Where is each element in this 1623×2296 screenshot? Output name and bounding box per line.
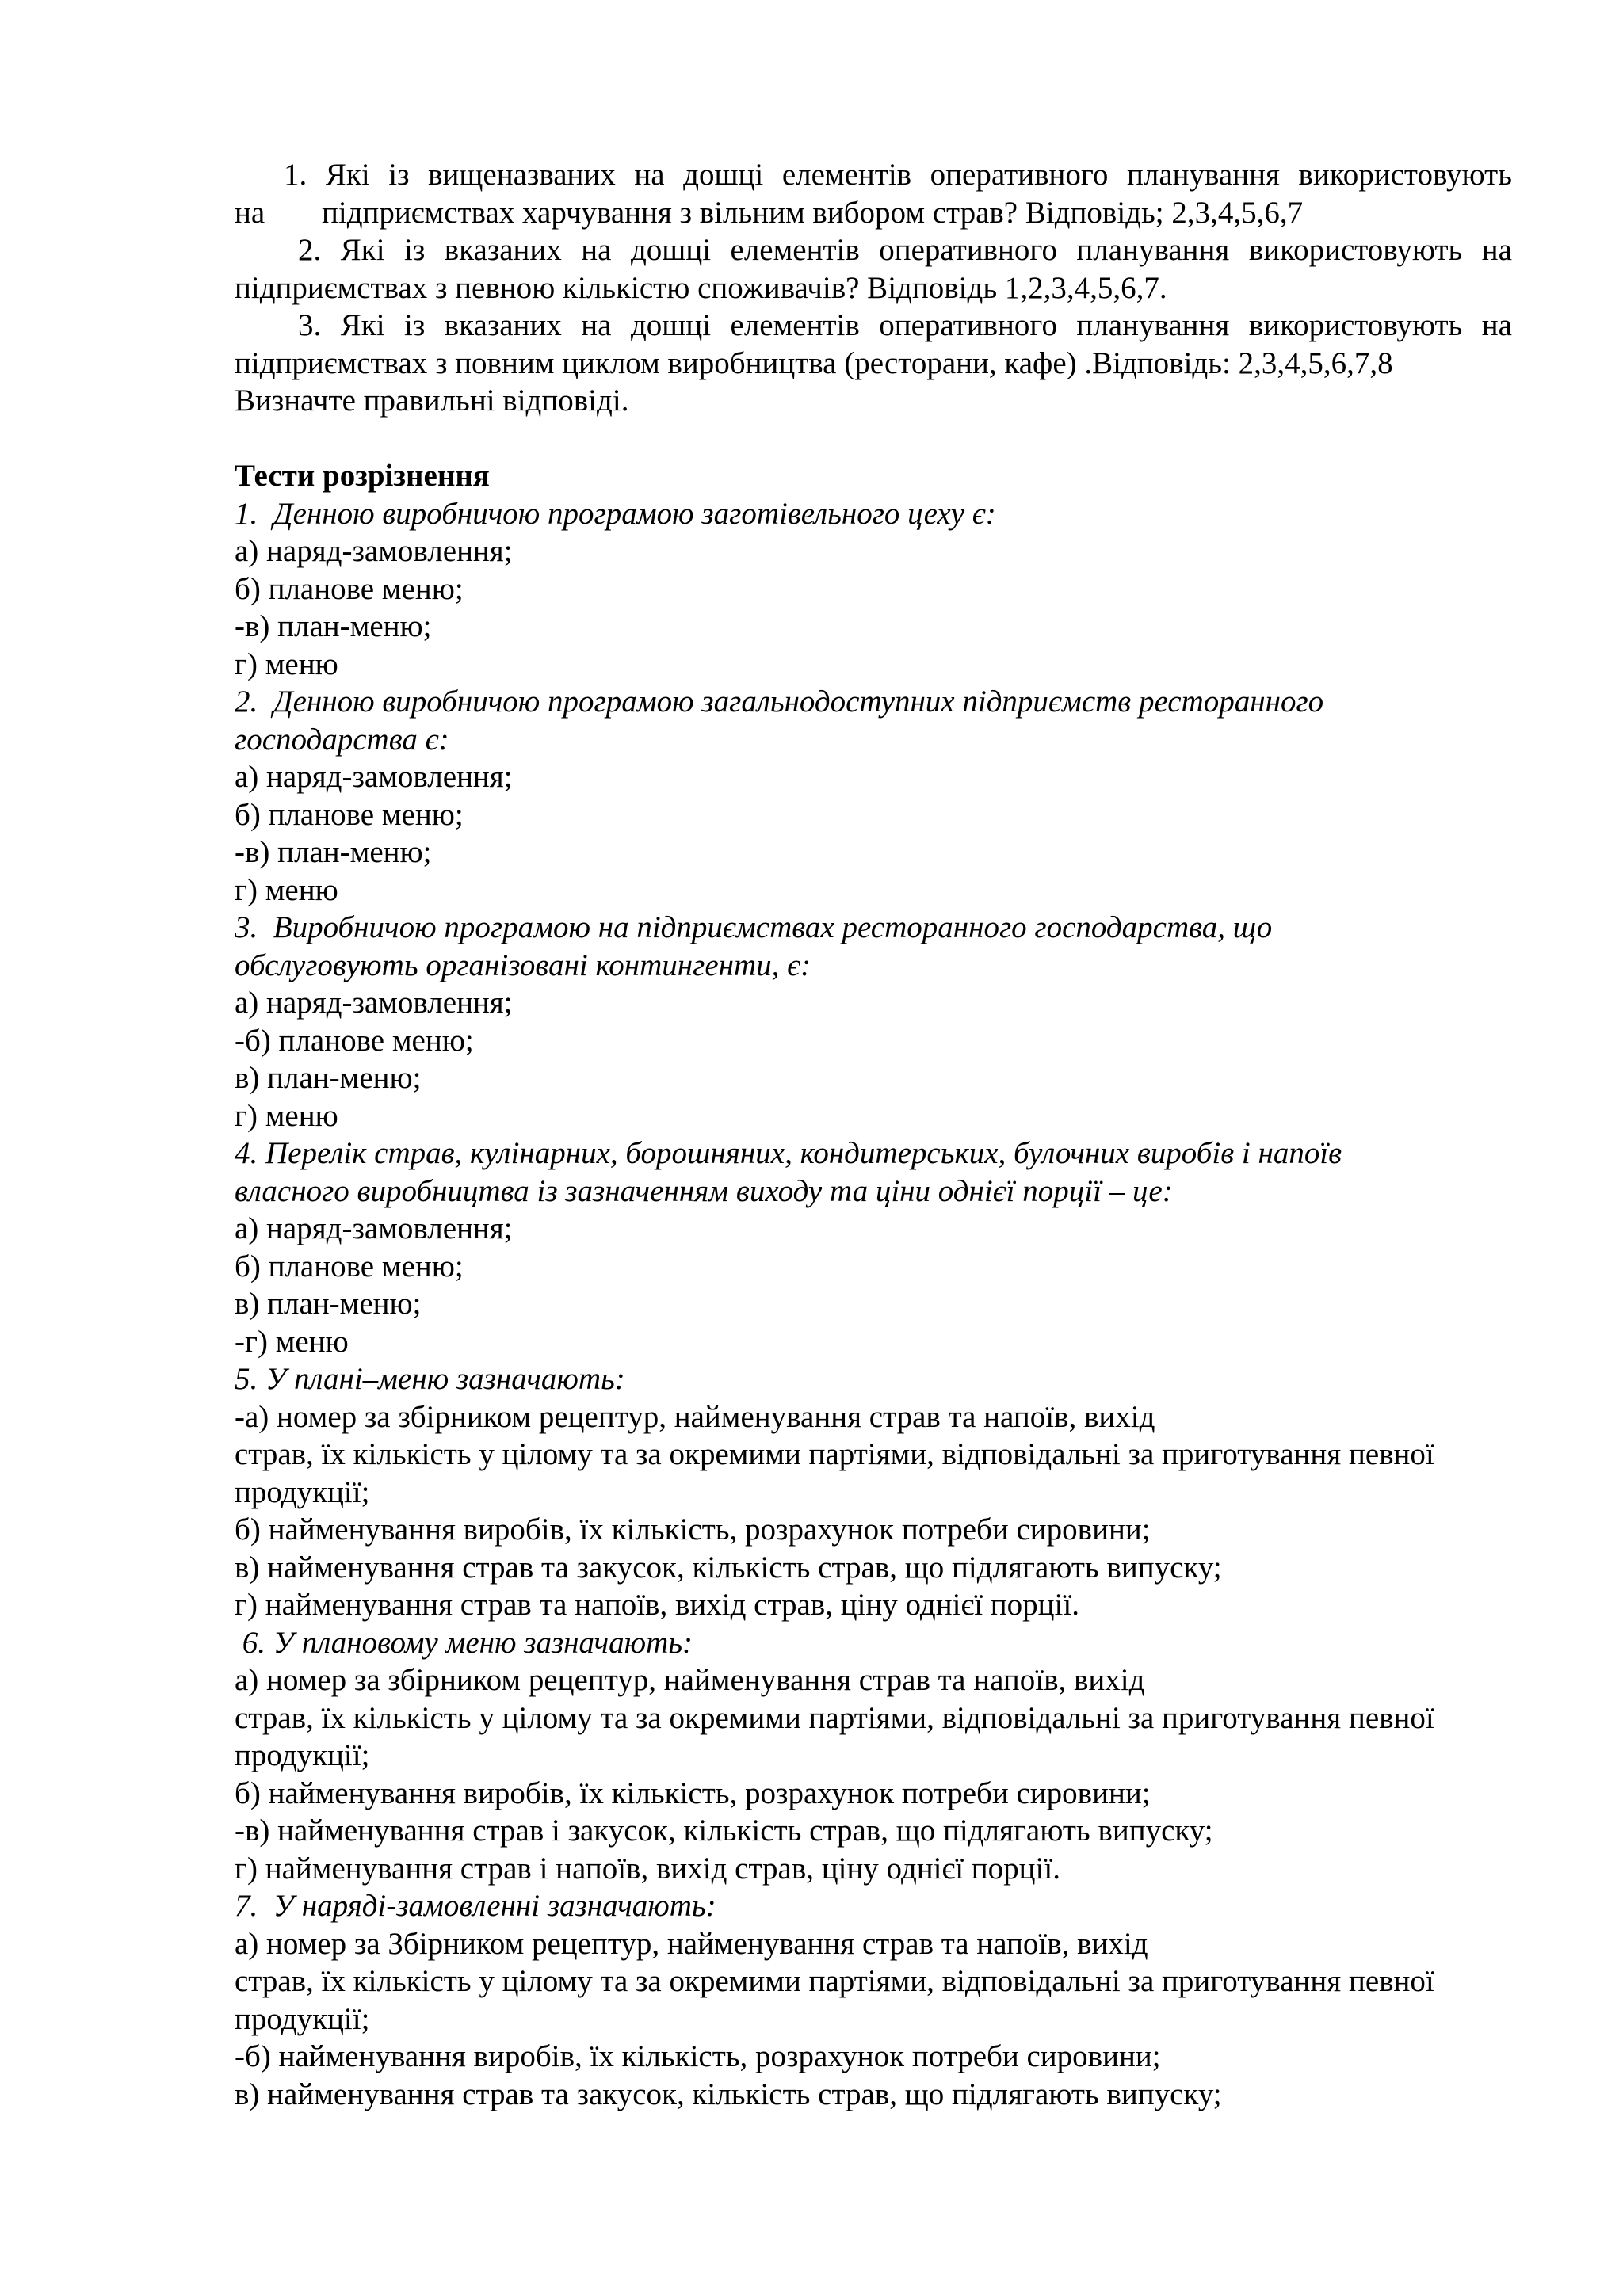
answer-option: а) номер за Збірником рецептур, найменування страв та напоїв, вихід: [235, 1926, 1148, 1961]
intro-questions: [235, 156, 1512, 420]
answer-option: а) наряд-замовлення;: [235, 1211, 513, 1245]
answer-option: -б) найменування виробів, їх кількість, розрахунок потреби сировини;: [235, 2039, 1161, 2073]
answer-option: б) найменування виробів, їх кількість, розрахунок потреби сировини;: [235, 1512, 1151, 1547]
test-question: 3. Виробничою програмою на підприємствах ресторанного господарства, що: [235, 910, 1273, 944]
test-question: господарства є:: [235, 722, 449, 757]
intro-q3-line1: 3. Які із вказаних на дошці елементів оперативного планування використовують на: [298, 308, 1512, 342]
test-question: 6. У плановому меню зазначають:: [235, 1625, 693, 1660]
answer-option: а) наряд-замовлення;: [235, 986, 513, 1020]
answer-option: продукції;: [235, 2001, 370, 2036]
answer-option: в) найменування страв та закусок, кількість страв, що підлягають випуску;: [235, 1550, 1222, 1585]
section-spacer: [235, 420, 1512, 458]
answer-option: г) меню: [235, 872, 338, 907]
answer-option: в) план-меню;: [235, 1287, 422, 1321]
answer-option: б) найменування виробів, їх кількість, розрахунок потреби сировини;: [235, 1775, 1151, 1810]
answer-option: -в) план-меню;: [235, 609, 432, 643]
answer-option: -в) план-меню;: [235, 835, 432, 869]
answer-option: а) наряд-замовлення;: [235, 534, 513, 568]
tests-heading: Тести розрізнення: [235, 459, 490, 493]
test-question: власного виробництва із зазначенням виходу та ціни однієї порції – це:: [235, 1173, 1173, 1208]
answer-option: страв, їх кількість у цілому та за окремими партіями, відповідальні за приготування певної: [235, 1700, 1434, 1735]
answer-option: продукції;: [235, 1474, 370, 1509]
answer-option: продукції;: [235, 1738, 370, 1772]
answer-option: в) план-меню;: [235, 1061, 422, 1095]
answer-option: б) планове меню;: [235, 571, 464, 606]
test-question: обслуговують організовані контингенти, є:: [235, 948, 812, 982]
answer-option: г) меню: [235, 1098, 338, 1133]
answer-option: б) планове меню;: [235, 1249, 464, 1283]
intro-q3-line3: Визначте правильні відповіді.: [235, 383, 629, 418]
intro-q1-rest: підприємствах харчування з вільним вибором страв? Відповідь; 2,3,4,5,6,7: [322, 195, 1304, 230]
answer-option: в) найменування страв та закусок, кількість страв, що підлягають випуску;: [235, 2077, 1222, 2111]
test-question: 4. Перелік страв, кулінарних, борошняних, кондитерських, булочних виробів і напоїв: [235, 1136, 1342, 1170]
intro-q1-na: на: [235, 195, 265, 230]
answer-option: а) номер за збірником рецептур, найменування страв та напоїв, вихід: [235, 1663, 1145, 1697]
answer-option: г) найменування страв і напоїв, вихід страв, ціну однієї порції.: [235, 1851, 1060, 1886]
answer-option: страв, їх кількість у цілому та за окремими партіями, відповідальні за приготування певної: [235, 1964, 1434, 1998]
test-question: 5. У плані–меню зазначають:: [235, 1362, 625, 1396]
test-question: 1. Денною виробничою програмою заготівельного цеху є:: [235, 496, 996, 531]
intro-q2-line1: 2. Які із вказаних на дошці елементів оперативного планування використовують на: [298, 233, 1512, 267]
answer-option: б) планове меню;: [235, 797, 464, 832]
intro-q1-line2: [235, 194, 1512, 232]
intro-q2-line2: підприємствах з певною кількістю споживачів? Відповідь 1,2,3,4,5,6,7.: [235, 270, 1167, 305]
answer-option: -в) найменування страв і закусок, кількість страв, що підлягають випуску;: [235, 1814, 1213, 1848]
answer-option: -б) планове меню;: [235, 1023, 474, 1058]
test-question: 7. У наряді-замовленні зазначають:: [235, 1889, 716, 1923]
answer-option: г) меню: [235, 646, 338, 681]
answer-option: а) наряд-замовлення;: [235, 760, 513, 794]
intro-q3-line2: підприємствах з повним циклом виробництва (ресторани, кафе) .Відповідь: 2,3,4,5,6,7,8: [235, 345, 1393, 380]
intro-q1-line1: 1. Які із вищеназваних на дошці елементів оперативного планування використовують: [284, 158, 1512, 192]
test-question: 2. Денною виробничою програмою загальнодоступних підприємств ресторанного: [235, 685, 1324, 719]
document-body: [235, 156, 1512, 2113]
answer-option: -а) номер за збірником рецептур, найменування страв та напоїв, вихід: [235, 1399, 1155, 1434]
answer-option: г) найменування страв та напоїв, вихід страв, ціну однієї порції.: [235, 1588, 1079, 1622]
answer-option: -г) меню: [235, 1324, 349, 1359]
answer-option: страв, їх кількість у цілому та за окремими партіями, відповідальні за приготування певної: [235, 1437, 1434, 1471]
